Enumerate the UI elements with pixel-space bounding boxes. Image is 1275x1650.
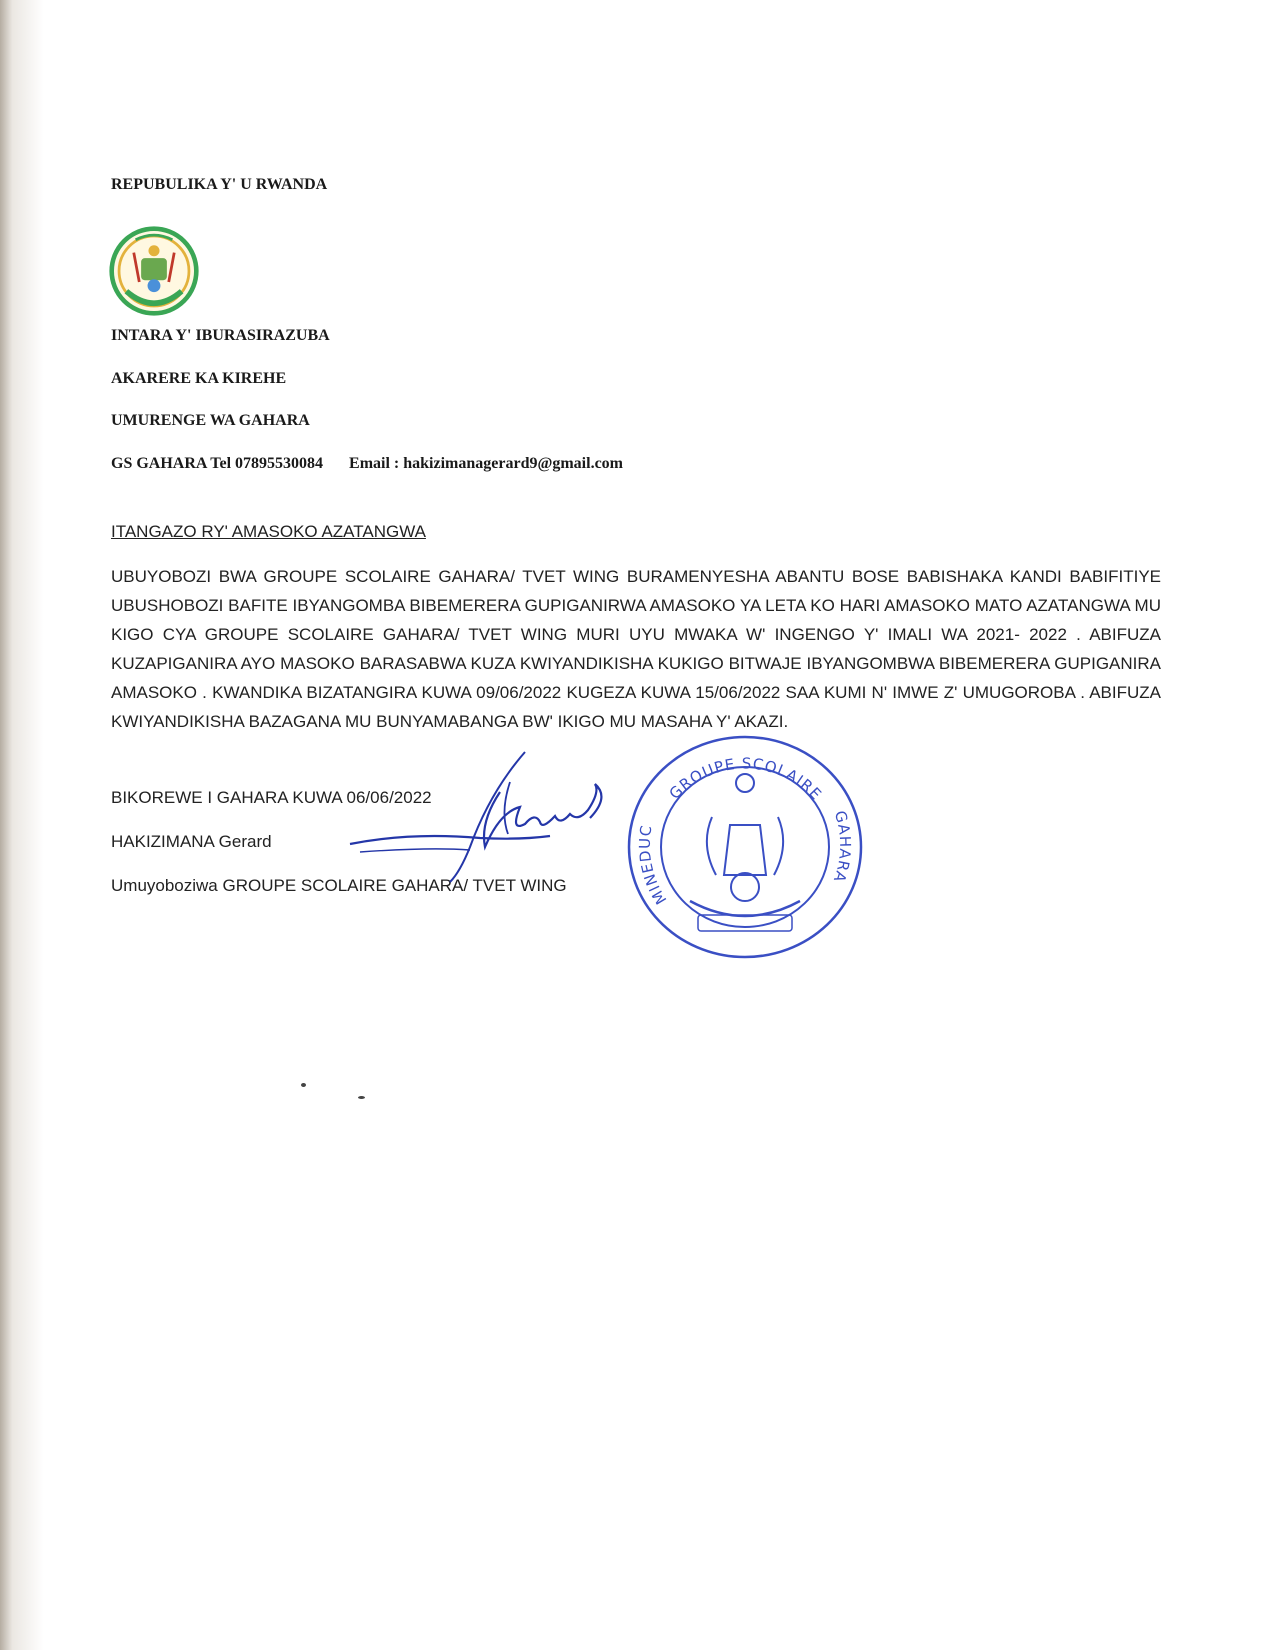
rwanda-emblem-icon (108, 225, 200, 317)
stamp-top-text: GROUPE SCOLAIRE (665, 754, 826, 804)
school-email: Email : hakizimanagerard9@gmail.com (349, 455, 623, 472)
notice-body: UBUYOBOZI BWA GROUPE SCOLAIRE GAHARA/ TVET WING BURAMENYESHA ABANTU BOSE BABISHAKA KANDI BABIFITIYE UBUSHOBOZI BAFITE IBYANGOMBA BIBEMERERA GUPIGANIRWA AMASOKO YA LETA KO HARI AMASOKO MATO AZATANGWA MU KIGO CYA GROUPE SCOLAIRE GAHARA/ TVET WING MURI UYU MWAKA W' INGENGO Y' IMALI WA 2021- 2022 . ABIFUZA KUZAPIGANIRA AYO MASOKO BARASABWA KUZA KWIYANDIKISHA KUKIGO BITWAJE IBYANGOMBWA BIBEMERERA GUPIGANIRA AMASOKO . KWANDIKA BIZATANGIRA KUWA 09/06/2022 KUGEZA KUWA 15/06/2022 SAA KUMI N' IMWE Z' UMUGOROBA . ABIFUZA KWIYANDIKISHA BAZAGANA MU BUNYAMABANGA BW' IKIGO MU MASAHA Y' AKAZI. (111, 567, 1161, 731)
notice-title: ITANGAZO RY' AMASOKO AZATANGWA (111, 522, 426, 541)
stamp-right-text: GAHARA (829, 808, 855, 886)
header-country: REPUBULIKA Y' U RWANDA (111, 176, 328, 193)
signoff-role: Umuyoboziwa GROUPE SCOLAIRE GAHARA/ TVET WING (111, 876, 567, 895)
scan-shadow-edge (0, 0, 44, 1650)
school-stamp-icon (620, 725, 870, 965)
header-district: AKARERE KA KIREHE (111, 370, 287, 387)
header-province: INTARA Y' IBURASIRAZUBA (111, 327, 330, 344)
scan-speck (358, 1096, 365, 1099)
scan-speck (301, 1083, 306, 1087)
header-sector: UMURENGE WA GAHARA (111, 412, 310, 429)
school-phone: GS GAHARA Tel 07895530084 (111, 455, 324, 472)
signoff-name: HAKIZIMANA Gerard (111, 832, 272, 851)
header-contact-line (111, 455, 623, 473)
signature-icon (350, 752, 640, 882)
signoff-place-date: BIKOREWE I GAHARA KUWA 06/06/2022 (111, 788, 432, 807)
stamp-left-text: MINEDUC (635, 823, 671, 908)
